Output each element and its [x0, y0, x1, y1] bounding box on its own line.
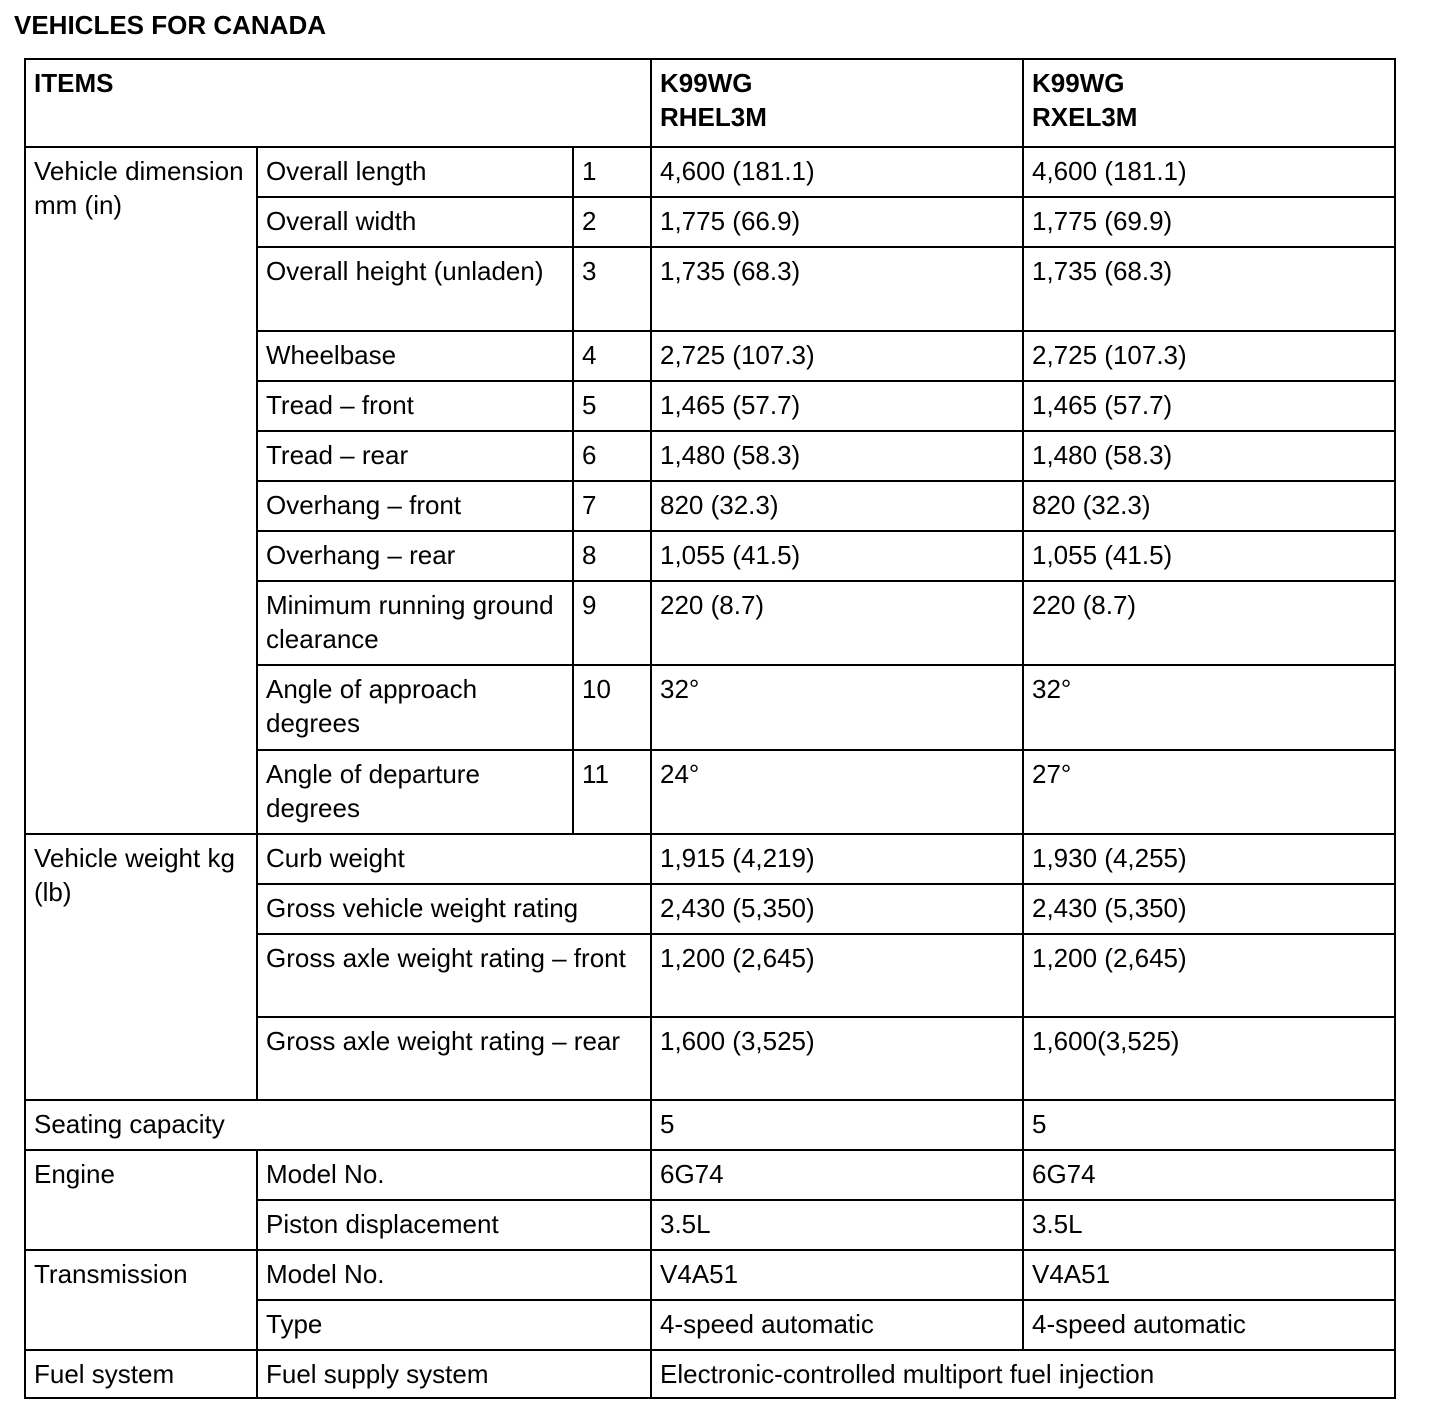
value-cell: 1,930 (4,255) [1023, 834, 1395, 884]
page-title: VEHICLES FOR CANADA [14, 10, 327, 40]
value-cell: 1,480 (58.3) [1023, 431, 1395, 481]
category-dimension: Vehicle dimension mm (in) [25, 147, 257, 834]
value-cell: 2,430 (5,350) [1023, 884, 1395, 934]
value-cell: 27° [1023, 750, 1395, 834]
row-number: 3 [573, 247, 651, 331]
row-label: Gross axle weight rating – rear [257, 1017, 651, 1100]
model-variant: RXEL3M [1032, 102, 1138, 132]
value-cell: 3.5L [1023, 1200, 1395, 1250]
row-label: Gross vehicle weight rating [257, 884, 651, 934]
row-label: Fuel supply system [257, 1350, 651, 1398]
row-number: 7 [573, 481, 651, 531]
value-cell: 820 (32.3) [1023, 481, 1395, 531]
model-variant: RHEL3M [660, 102, 767, 132]
value-cell: 220 (8.7) [651, 581, 1023, 665]
row-number: 6 [573, 431, 651, 481]
items-header: ITEMS [25, 59, 651, 147]
value-cell: 32° [1023, 665, 1395, 750]
value-cell: 1,600 (3,525) [651, 1017, 1023, 1100]
row-number: 2 [573, 197, 651, 247]
header-row [25, 59, 1395, 147]
value-cell: 4-speed automatic [651, 1300, 1023, 1350]
value-cell: 3.5L [651, 1200, 1023, 1250]
row-label: Tread – rear [257, 431, 573, 481]
value-cell: 1,600(3,525) [1023, 1017, 1395, 1100]
value-cell: 2,725 (107.3) [1023, 331, 1395, 381]
row-label: Overhang – rear [257, 531, 573, 581]
value-cell: 1,055 (41.5) [1023, 531, 1395, 581]
table-row [25, 1100, 1395, 1150]
value-cell: 5 [651, 1100, 1023, 1150]
value-cell: 4,600 (181.1) [651, 147, 1023, 197]
model-header-1 [651, 59, 1023, 147]
row-number: 1 [573, 147, 651, 197]
value-cell: 1,915 (4,219) [651, 834, 1023, 884]
model-code: K99WG [1032, 68, 1125, 98]
value-cell: Electronic-controlled multiport fuel injection [651, 1350, 1395, 1398]
row-label: Overall height (unladen) [257, 247, 573, 331]
value-cell: 1,465 (57.7) [651, 381, 1023, 431]
value-cell: 820 (32.3) [651, 481, 1023, 531]
row-label: Seating capacity [25, 1100, 651, 1150]
value-cell: 1,480 (58.3) [651, 431, 1023, 481]
value-cell: 220 (8.7) [1023, 581, 1395, 665]
value-cell: 6G74 [1023, 1150, 1395, 1200]
value-cell: 2,725 (107.3) [651, 331, 1023, 381]
value-cell: 4-speed automatic [1023, 1300, 1395, 1350]
value-cell: 5 [1023, 1100, 1395, 1150]
row-number: 11 [573, 750, 651, 834]
value-cell: 1,055 (41.5) [651, 531, 1023, 581]
row-number: 10 [573, 665, 651, 750]
row-number: 8 [573, 531, 651, 581]
row-label: Model No. [257, 1250, 651, 1300]
table-row [25, 1250, 1395, 1300]
row-label: Piston displacement [257, 1200, 651, 1250]
row-number: 4 [573, 331, 651, 381]
table-row [25, 834, 1395, 884]
spec-table [24, 58, 1396, 1399]
value-cell: 24° [651, 750, 1023, 834]
row-label: Tread – front [257, 381, 573, 431]
row-label: Overall width [257, 197, 573, 247]
model-code: K99WG [660, 68, 753, 98]
row-label: Model No. [257, 1150, 651, 1200]
model-header-2 [1023, 59, 1395, 147]
row-label: Overall length [257, 147, 573, 197]
table-row [25, 1350, 1395, 1398]
row-label: Angle of departure degrees [257, 750, 573, 834]
row-label: Curb weight [257, 834, 651, 884]
value-cell: 1,465 (57.7) [1023, 381, 1395, 431]
value-cell: 1,200 (2,645) [651, 934, 1023, 1017]
row-number: 9 [573, 581, 651, 665]
value-cell: V4A51 [651, 1250, 1023, 1300]
value-cell: 2,430 (5,350) [651, 884, 1023, 934]
category-transmission: Transmission [25, 1250, 257, 1350]
value-cell: V4A51 [1023, 1250, 1395, 1300]
row-label: Type [257, 1300, 651, 1350]
row-label: Wheelbase [257, 331, 573, 381]
value-cell: 6G74 [651, 1150, 1023, 1200]
value-cell: 4,600 (181.1) [1023, 147, 1395, 197]
row-label: Overhang – front [257, 481, 573, 531]
row-number: 5 [573, 381, 651, 431]
value-cell: 32° [651, 665, 1023, 750]
table-row [25, 147, 1395, 197]
category-fuel: Fuel system [25, 1350, 257, 1398]
row-label: Angle of approach degrees [257, 665, 573, 750]
value-cell: 1,200 (2,645) [1023, 934, 1395, 1017]
category-weight: Vehicle weight kg (lb) [25, 834, 257, 1100]
category-engine: Engine [25, 1150, 257, 1250]
value-cell: 1,735 (68.3) [1023, 247, 1395, 331]
row-label: Gross axle weight rating – front [257, 934, 651, 1017]
table-row [25, 1150, 1395, 1200]
row-label: Minimum running ground clearance [257, 581, 573, 665]
value-cell: 1,735 (68.3) [651, 247, 1023, 331]
value-cell: 1,775 (66.9) [651, 197, 1023, 247]
value-cell: 1,775 (69.9) [1023, 197, 1395, 247]
